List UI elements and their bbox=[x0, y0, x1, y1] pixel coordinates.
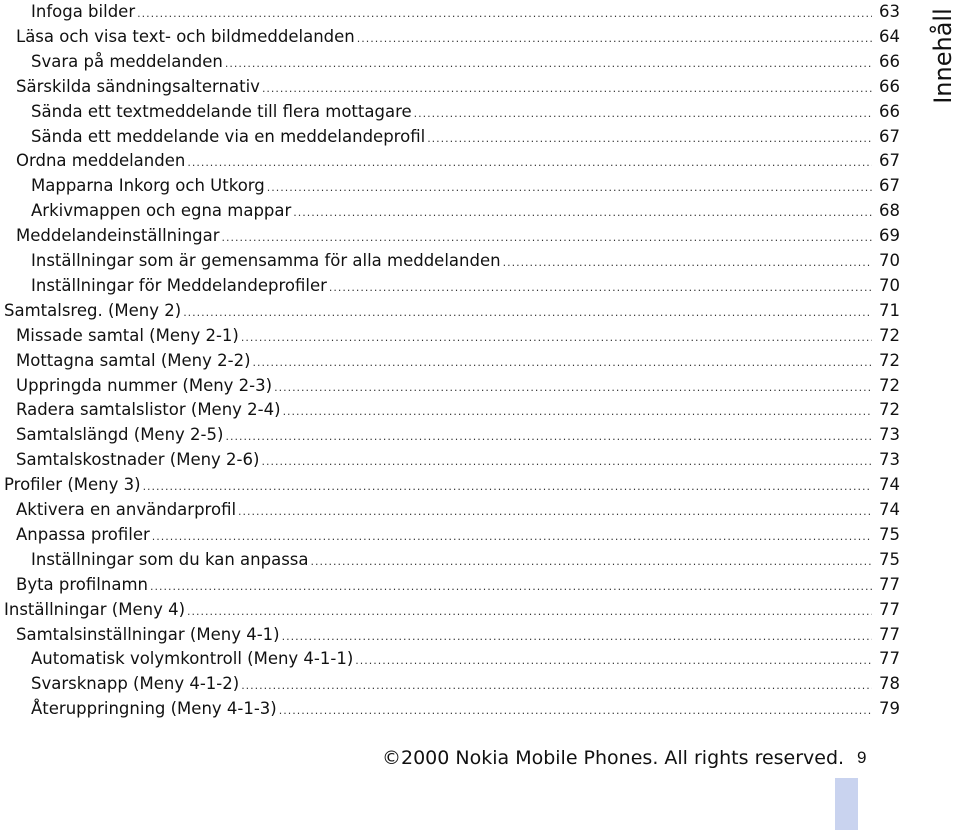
toc-entry-page: 73 bbox=[879, 425, 900, 445]
toc-entry-title: Mottagna samtal (Meny 2-2) bbox=[16, 349, 253, 373]
toc-dot-leader bbox=[152, 525, 872, 549]
toc-dot-leader bbox=[225, 425, 872, 449]
toc-dot-leader bbox=[267, 176, 872, 200]
toc-dot-leader bbox=[150, 575, 872, 599]
toc-entry-title: Läsa och visa text- och bildmeddelanden bbox=[16, 25, 357, 49]
toc-entry bbox=[31, 0, 900, 24]
toc-entry-title: Missade samtal (Meny 2-1) bbox=[16, 324, 241, 348]
toc-entry-title: Svara på meddelanden bbox=[31, 50, 225, 74]
toc-entry bbox=[16, 374, 900, 398]
toc-entry bbox=[16, 75, 900, 99]
toc-dot-leader bbox=[503, 251, 872, 275]
toc-entry bbox=[31, 548, 900, 572]
toc-entry-page: 77 bbox=[879, 624, 900, 644]
toc-entry-title: Sända ett textmeddelande till flera mottagare bbox=[31, 100, 414, 124]
toc-entry-page: 72 bbox=[879, 400, 900, 420]
toc-dot-leader bbox=[283, 400, 872, 424]
toc-entry-title: Mapparna Inkorg och Utkorg bbox=[31, 174, 267, 198]
toc-dot-leader bbox=[187, 151, 872, 175]
toc-dot-leader bbox=[414, 102, 872, 126]
toc-entry-title: Meddelandeinställningar bbox=[16, 224, 222, 248]
toc-entry bbox=[16, 448, 900, 472]
toc-dot-leader bbox=[355, 649, 872, 673]
toc-dot-leader bbox=[238, 500, 872, 524]
toc-entry-title: Särskilda sändningsalternativ bbox=[16, 75, 262, 99]
toc-entry bbox=[31, 100, 900, 124]
toc-entry bbox=[31, 249, 900, 273]
toc-entry bbox=[31, 274, 900, 298]
toc-entry bbox=[31, 672, 900, 696]
copyright-footer: ©2000 Nokia Mobile Phones. All rights reserved. bbox=[382, 747, 845, 769]
toc-entry-page: 78 bbox=[879, 674, 900, 694]
toc-entry-page: 69 bbox=[879, 226, 900, 246]
toc-entry-title: Svarsknapp (Meny 4-1-2) bbox=[31, 672, 241, 696]
toc-dot-leader bbox=[329, 276, 872, 300]
toc-entry-title: Arkivmappen och egna mappar bbox=[31, 199, 293, 223]
toc-entry-page: 75 bbox=[879, 549, 900, 569]
toc-entry-page: 72 bbox=[879, 375, 900, 395]
toc-entry-page: 71 bbox=[879, 300, 900, 320]
toc-dot-leader bbox=[279, 699, 872, 723]
toc-entry bbox=[16, 498, 900, 522]
toc-entry bbox=[16, 224, 900, 248]
toc-entry-page: 67 bbox=[879, 176, 900, 196]
toc-entry-title: Sända ett meddelande via en meddelandeprofil bbox=[31, 125, 427, 149]
toc-entry-page: 67 bbox=[879, 126, 900, 146]
toc-dot-leader bbox=[293, 201, 872, 225]
toc-entry-title: Byta profilnamn bbox=[16, 573, 150, 597]
toc-entry bbox=[31, 697, 900, 721]
toc-entry-page: 74 bbox=[879, 475, 900, 495]
toc-entry bbox=[16, 423, 900, 447]
toc-entry-title: Återuppringning (Meny 4-1-3) bbox=[31, 697, 279, 721]
toc-entry-page: 77 bbox=[879, 574, 900, 594]
toc-entry-page: 72 bbox=[879, 325, 900, 345]
toc-entry-page: 77 bbox=[879, 599, 900, 619]
toc-entry-page: 79 bbox=[879, 699, 900, 719]
toc-entry-title: Inställningar som du kan anpassa bbox=[31, 548, 311, 572]
toc-entry bbox=[4, 299, 900, 323]
toc-dot-leader bbox=[183, 301, 872, 325]
toc-entry bbox=[16, 573, 900, 597]
toc-dot-leader bbox=[225, 52, 872, 76]
toc-dot-leader bbox=[261, 450, 872, 474]
toc-dot-leader bbox=[187, 600, 872, 624]
page-tab-bar bbox=[835, 778, 858, 830]
toc-entry-title: Samtalslängd (Meny 2-5) bbox=[16, 423, 225, 447]
toc-entry-page: 66 bbox=[879, 51, 900, 71]
toc-entry-page: 70 bbox=[879, 251, 900, 270]
toc-entry bbox=[31, 199, 900, 223]
toc-entry-page: 68 bbox=[879, 201, 900, 221]
toc-entry bbox=[31, 50, 900, 74]
toc-entry bbox=[31, 174, 900, 198]
toc-entry-page: 63 bbox=[879, 2, 900, 21]
toc-entry-page: 66 bbox=[879, 76, 900, 96]
toc-entry-title: Inställningar (Meny 4) bbox=[4, 598, 187, 622]
toc-entry-title: Inställningar för Meddelandeprofiler bbox=[31, 274, 329, 298]
toc-dot-leader bbox=[241, 674, 872, 698]
toc-entry-page: 70 bbox=[879, 275, 900, 295]
toc-dot-leader bbox=[137, 2, 872, 26]
toc-entry-title: Samtalsinställningar (Meny 4-1) bbox=[16, 623, 282, 647]
toc-dot-leader bbox=[143, 475, 872, 499]
toc-entry bbox=[16, 324, 900, 348]
toc-dot-leader bbox=[357, 27, 872, 51]
side-tab-label: Innehåll bbox=[929, 8, 957, 104]
toc-dot-leader bbox=[262, 77, 872, 101]
page-number: 9 bbox=[857, 748, 867, 767]
toc-entry-title: Ordna meddelanden bbox=[16, 149, 187, 173]
toc-entry-page: 64 bbox=[879, 26, 900, 46]
toc-entry bbox=[16, 349, 900, 373]
toc-dot-leader bbox=[222, 226, 872, 250]
toc-entry bbox=[4, 598, 900, 622]
toc-entry bbox=[16, 25, 900, 49]
toc-entry-title: Uppringda nummer (Meny 2-3) bbox=[16, 374, 274, 398]
toc-entry-page: 77 bbox=[879, 649, 900, 669]
toc-dot-leader bbox=[427, 127, 872, 151]
toc-entry-title: Radera samtalslistor (Meny 2-4) bbox=[16, 398, 283, 422]
toc-entry-page: 75 bbox=[879, 524, 900, 544]
toc-entry bbox=[16, 623, 900, 647]
toc-entry-page: 72 bbox=[879, 350, 900, 370]
toc-entry bbox=[4, 473, 900, 497]
toc-entry-title: Automatisk volymkontroll (Meny 4-1-1) bbox=[31, 647, 355, 671]
toc-dot-leader bbox=[282, 625, 872, 649]
side-tab bbox=[928, 8, 958, 104]
toc-entry bbox=[16, 398, 900, 422]
toc-entry-page: 74 bbox=[879, 500, 900, 519]
toc-dot-leader bbox=[274, 376, 872, 400]
toc-entry-page: 67 bbox=[879, 151, 900, 171]
toc-entry-title: Infoga bilder bbox=[31, 0, 137, 24]
toc-entry bbox=[31, 647, 900, 671]
toc-entry-title: Samtalsreg. (Meny 2) bbox=[4, 299, 183, 323]
toc-dot-leader bbox=[241, 326, 872, 350]
toc-entry-title: Aktivera en användarprofil bbox=[16, 498, 238, 522]
toc-entry bbox=[16, 523, 900, 547]
toc-entry-title: Anpassa profiler bbox=[16, 523, 152, 547]
toc-dot-leader bbox=[253, 351, 872, 375]
toc-entry-title: Samtalskostnader (Meny 2-6) bbox=[16, 448, 261, 472]
toc-entry-page: 73 bbox=[879, 450, 900, 470]
toc-dot-leader bbox=[311, 550, 872, 574]
toc-entry-title: Profiler (Meny 3) bbox=[4, 473, 143, 497]
toc-entry bbox=[16, 149, 900, 173]
toc-entry-title: Inställningar som är gemensamma för alla meddelanden bbox=[31, 249, 503, 273]
toc-entry bbox=[31, 125, 900, 149]
toc-entry-page: 66 bbox=[879, 101, 900, 121]
